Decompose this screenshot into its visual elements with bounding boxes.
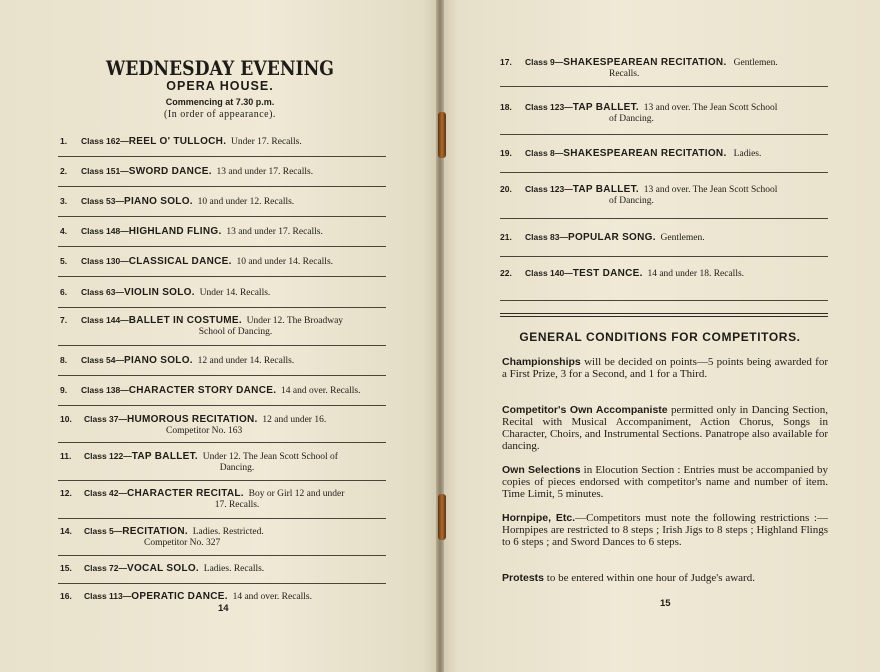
entry-number: 14. — [60, 526, 72, 536]
condition-text: —Competitors must note the following restrictions :—Hornpipes are restricted to 8 steps ; Irish Jigs to 8 steps ; Highland Flings to 6 steps ; and Sword Dances to 6 steps. — [502, 512, 828, 548]
entry-title: TEST DANCE. — [572, 268, 643, 279]
entry-class: Class 72 — [84, 563, 119, 573]
entry-title: PIANO SOLO. — [124, 196, 193, 207]
entry-number: 9. — [60, 385, 68, 395]
condition-text: will be decided on points—5 points being awarded for a First Prize, 3 for a Second, and 1 for a Third. — [502, 356, 828, 380]
condition-text: permitted only in Dancing Section, Recital with Musical Accompaniment, Action Chorus, Songs in Character, Choirs, and Instrumental Sections. Panatrope also available for dancing. — [502, 404, 828, 452]
condition-lead: Own Selections — [502, 464, 581, 476]
entry-title: HIGHLAND FLING. — [128, 226, 222, 237]
entry-class: Class 8 — [525, 148, 555, 158]
divider — [58, 442, 386, 443]
entry-title: CHARACTER STORY DANCE. — [128, 385, 277, 396]
entry-title: RECITATION. — [122, 526, 188, 537]
section-double-rule — [500, 316, 828, 317]
order-note: (In order of appearance). — [164, 109, 276, 120]
entry-title: TAP BALLET. — [572, 184, 639, 195]
entry-detail: 12 and under 14. Recalls. — [197, 356, 295, 366]
entry-class: Class 42 — [84, 488, 119, 498]
entry-class: Class 53 — [81, 196, 116, 206]
divider — [58, 307, 386, 308]
entry-title: SHAKESPEAREAN RECITATION. — [563, 148, 727, 159]
entry-detail: 14 and over. Recalls. — [281, 386, 361, 396]
entry-number: 20. — [500, 184, 512, 194]
entry-detail: Gentlemen. — [660, 233, 705, 243]
entry-title: TAP BALLET. — [131, 451, 198, 462]
entry-title: BALLET IN COSTUME. — [128, 315, 242, 326]
divider — [500, 218, 828, 219]
page-number: 15 — [660, 598, 671, 609]
entry-detail: 10 and under 14. Recalls. — [236, 257, 334, 267]
entry-class: Class 148 — [81, 226, 121, 236]
condition-lead: Competitor's Own Accompaniste — [502, 404, 668, 416]
divider — [500, 256, 828, 257]
entry-detail: 12 and under 16. — [262, 415, 327, 425]
entry-detail: Under 12. The Broadway — [246, 316, 344, 326]
entry-detail: Ladies. Recalls. — [203, 564, 265, 574]
entry-number: 21. — [500, 232, 512, 242]
entry-detail: 10 and under 12. Recalls. — [197, 197, 295, 207]
divider — [58, 276, 386, 277]
entry-number: 6. — [60, 287, 68, 297]
entry-detail: Gentlemen. — [733, 58, 778, 68]
condition-own-selections — [502, 464, 828, 500]
entry-title: POPULAR SONG. — [568, 232, 656, 243]
entry-detail: 13 and under 17. Recalls. — [226, 227, 323, 237]
divider — [58, 583, 386, 584]
page-title: WEDNESDAY EVENING — [105, 56, 335, 80]
entry-continuation: Competitor No. 327 — [144, 538, 221, 548]
section-double-rule — [500, 313, 828, 314]
page-number: 14 — [218, 603, 229, 614]
divider — [58, 216, 386, 217]
entry-number: 4. — [60, 226, 68, 236]
entry-continuation: School of Dancing. — [198, 327, 273, 337]
entry-number: 10. — [60, 414, 72, 424]
entry-title: SHAKESPEAREAN RECITATION. — [563, 57, 727, 68]
entry-class: Class 140 — [525, 268, 565, 278]
divider — [500, 86, 828, 87]
entry-title: CHARACTER RECITAL. — [127, 488, 244, 499]
entry-class: Class 37 — [84, 414, 119, 424]
divider — [500, 300, 828, 301]
condition-lead: Protests — [502, 572, 545, 584]
condition-text: in Elocution Section : Entries must be accompanied by copies of pieces endorsed with competitor's name and number of item. Time Limit, 5 minutes. — [502, 464, 828, 500]
divider — [58, 480, 386, 481]
condition-lead: Championships — [502, 356, 581, 368]
entry-detail: Under 12. The Jean Scott School of — [202, 452, 338, 462]
entry-detail: Under 14. Recalls. — [199, 288, 271, 298]
entry-class: Class 63 — [81, 287, 116, 297]
entry-class: Class 83 — [525, 232, 560, 242]
condition-hornpipe — [502, 512, 828, 548]
entry-class: Class 123 — [525, 184, 565, 194]
entry-number: 22. — [500, 268, 512, 278]
entry-detail: 13 and over. The Jean Scott School — [643, 185, 778, 195]
entry-number: 3. — [60, 196, 68, 206]
divider — [58, 405, 386, 406]
entry-number: 12. — [60, 488, 72, 498]
condition-lead: Hornpipe, Etc. — [502, 512, 576, 524]
entry-detail: 13 and over. The Jean Scott School — [643, 103, 778, 113]
condition-accompaniste — [502, 404, 828, 452]
divider — [58, 555, 386, 556]
entry-class: Class 5 — [84, 526, 114, 536]
staple — [438, 112, 446, 158]
conditions-heading: GENERAL CONDITIONS FOR COMPETITORS. — [519, 330, 801, 344]
entry-detail: 13 and under 17. Recalls. — [216, 167, 314, 177]
entry-detail: 14 and over. Recalls. — [232, 592, 312, 602]
divider — [58, 246, 386, 247]
left-page: WEDNESDAY EVENING OPERA HOUSE. Commencing at 7.30 p.m. (In order of appearance). 1. Class 162—REEL O' TULLOCH. Under 17. Recalls. 2. Class 151—SWORD DANCE. 13 and under 17. Recalls. 3. Class 53—PIANO SOLO. 10 and under 12. Recalls. 4. Class 148—HIGHLAND FLING. 13 and under 17. Recalls. 5. Class 130—CLASSICAL DANCE. 10 and under 14. Recalls. 6. Class 63—VIOLIN SOLO. Under 14. Recalls. 7. Class 144—BALLET IN COSTUME. Under 12. The Broadway School of Dancing. 8. Class 54—PIANO SOLO. 12 and under 14. Recalls. 9. Class 138—CHARACTER STORY DANCE. 14 and over. Recalls. 10. Class 37—HUMOROUS RECITATION. 12 and under 16. Competitor No. 163 11. Class 122—TAP BALLET. Under 12. The Jean Scott School of Dancing. 12. Class 42—CHARACTER RECITAL. Boy or Girl 12 and under 17. Recalls. 14. Class 5—RECITATION. Ladies. Restricted. Competitor No. 327 15. Class 72—VOCAL SOLO. Ladies. Recalls. 16. Class 113—OPERATIC DANCE. 14 and over. Recalls. 14 — [0, 0, 440, 672]
condition-championships — [502, 356, 828, 380]
entry-number: 8. — [60, 355, 68, 365]
entry-title: VOCAL SOLO. — [127, 563, 200, 574]
entry-class: Class 130 — [81, 256, 121, 266]
entry-continuation: Competitor No. 163 — [166, 426, 243, 436]
entry-class: Class 9 — [525, 57, 555, 67]
entry-class: Class 162 — [81, 136, 121, 146]
entry-class: Class 138 — [81, 385, 121, 395]
entry-title: TAP BALLET. — [572, 102, 639, 113]
entry-number: 16. — [60, 591, 72, 601]
book-spine — [436, 0, 444, 672]
entry-continuation: Recalls. — [609, 69, 640, 79]
entry-class: Class 151 — [81, 166, 121, 176]
entry-continuation: of Dancing. — [609, 114, 654, 124]
entry-title: OPERATIC DANCE. — [131, 591, 228, 602]
entry-number: 17. — [500, 57, 512, 67]
start-time: Commencing at 7.30 p.m. — [165, 97, 275, 107]
entry-class: Class 123 — [525, 102, 565, 112]
entry-detail: Ladies. — [733, 149, 762, 159]
divider — [58, 518, 386, 519]
condition-text: to be entered within one hour of Judge's award. — [544, 572, 755, 584]
entry-title: HUMOROUS RECITATION. — [127, 414, 258, 425]
divider — [58, 156, 386, 157]
divider — [58, 186, 386, 187]
entry-number: 2. — [60, 166, 68, 176]
entry-number: 5. — [60, 256, 68, 266]
entry-title: SWORD DANCE. — [128, 166, 212, 177]
entry-number: 18. — [500, 102, 512, 112]
entry-detail: 14 and under 18. Recalls. — [647, 269, 745, 279]
staple — [438, 494, 446, 540]
entry-continuation: Dancing. — [219, 463, 255, 473]
entry-title: PIANO SOLO. — [124, 355, 193, 366]
entry-title: REEL O' TULLOCH. — [128, 136, 227, 147]
entry-number: 1. — [60, 136, 68, 146]
entry-detail: Boy or Girl 12 and under — [248, 489, 345, 499]
venue-heading: OPERA HOUSE. — [166, 79, 274, 93]
entry-class: Class 113 — [84, 591, 123, 601]
entry-number: 7. — [60, 315, 68, 325]
condition-protests — [502, 572, 828, 584]
entry-continuation: 17. Recalls. — [214, 500, 260, 510]
entry-title: VIOLIN SOLO. — [124, 287, 195, 298]
entry-detail: Ladies. Restricted. — [192, 527, 264, 537]
divider — [500, 172, 828, 173]
divider — [500, 134, 828, 135]
entry-class: Class 122 — [84, 451, 124, 461]
entry-number: 11. — [60, 451, 72, 461]
entry-number: 19. — [500, 148, 512, 158]
entry-title: CLASSICAL DANCE. — [128, 256, 232, 267]
entry-number: 15. — [60, 563, 72, 573]
entry-class: Class 144 — [81, 315, 121, 325]
entry-continuation: of Dancing. — [609, 196, 654, 206]
entry-detail: Under 17. Recalls. — [231, 137, 302, 147]
entry-class: Class 54 — [81, 355, 116, 365]
divider — [58, 345, 386, 346]
divider — [58, 375, 386, 376]
